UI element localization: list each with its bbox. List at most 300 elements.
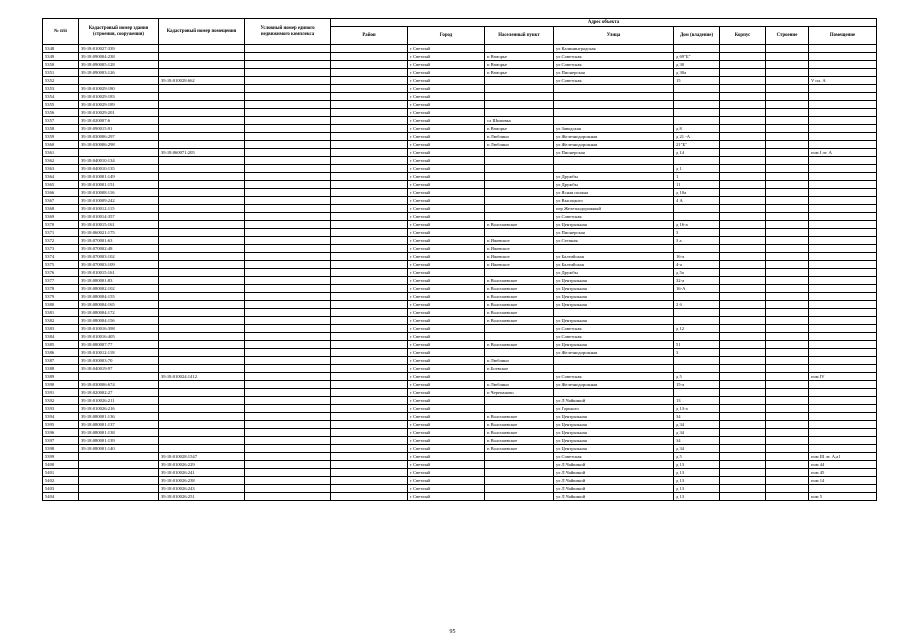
cad-building-cell: 39:18:020007:6 (79, 117, 159, 125)
cad-building-cell: 39:18:030006:298 (79, 141, 159, 149)
cad-premises-cell (159, 317, 245, 325)
stroenie-cell (766, 333, 809, 341)
room-cell (809, 261, 877, 269)
num-cell: 5395 (43, 421, 79, 429)
korpus-cell (720, 245, 766, 253)
stroenie-cell (766, 189, 809, 197)
cad-building-cell: 39:18:090003:126 (79, 69, 159, 77)
stroenie-cell (766, 325, 809, 333)
num-cell: 5390 (43, 381, 79, 389)
num-cell: 5360 (43, 141, 79, 149)
settlement-cell: п Люблино (485, 133, 554, 141)
settlement-cell (485, 461, 554, 469)
stroenie-cell (766, 309, 809, 317)
cad-premises-cell (159, 117, 245, 125)
stroenie-cell (766, 421, 809, 429)
city-cell: г Светлый (408, 317, 485, 325)
district-cell (331, 165, 408, 173)
room-cell (809, 269, 877, 277)
settlement-cell (485, 165, 554, 173)
street-cell: ул Пионерская (554, 149, 674, 157)
district-cell (331, 253, 408, 261)
stroenie-cell (766, 101, 809, 109)
cad-complex-cell (245, 357, 331, 365)
house-cell: д 30 (674, 61, 720, 69)
cad-complex-cell (245, 165, 331, 173)
city-cell: г Светлый (408, 277, 485, 285)
room-cell (809, 277, 877, 285)
cad-premises-cell (159, 421, 245, 429)
cad-building-cell: 39:18:070001:63 (79, 237, 159, 245)
house-cell: д 14 (674, 149, 720, 157)
num-cell: 5351 (43, 69, 79, 77)
city-cell: г Светлый (408, 45, 485, 53)
settlement-cell (485, 109, 554, 117)
house-cell: д 1 (674, 165, 720, 173)
stroenie-cell (766, 429, 809, 437)
cad-complex-cell (245, 69, 331, 77)
stroenie-cell (766, 469, 809, 477)
city-cell: г Светлый (408, 141, 485, 149)
street-cell (554, 101, 674, 109)
korpus-cell (720, 341, 766, 349)
table-row (43, 373, 877, 381)
settlement-cell (485, 205, 554, 213)
cad-premises-cell (159, 237, 245, 245)
stroenie-cell (766, 213, 809, 221)
korpus-cell (720, 405, 766, 413)
table-row (43, 269, 877, 277)
table-row (43, 429, 877, 437)
street-cell: ул Железнодорожная (554, 141, 674, 149)
stroenie-cell (766, 493, 809, 501)
cad-premises-cell: 39:18:010026:251 (159, 493, 245, 501)
house-cell: д 13 (674, 469, 720, 477)
city-cell: г Светлый (408, 85, 485, 93)
city-cell: г Светлый (408, 309, 485, 317)
street-cell: ул Степная (554, 237, 674, 245)
cad-complex-cell (245, 149, 331, 157)
table-row (43, 53, 877, 61)
settlement-cell (485, 493, 554, 501)
cad-complex-cell (245, 173, 331, 181)
cad-complex-cell (245, 421, 331, 429)
street-cell: ул Горького (554, 405, 674, 413)
settlement-cell (485, 213, 554, 221)
room-cell (809, 293, 877, 301)
settlement-cell: п Волочаевское (485, 341, 554, 349)
table-row (43, 349, 877, 357)
num-cell: 5361 (43, 149, 79, 157)
cad-premises-cell (159, 157, 245, 165)
settlement-cell (485, 229, 554, 237)
cad-premises-cell (159, 197, 245, 205)
house-cell: 34 (674, 437, 720, 445)
cad-complex-cell (245, 181, 331, 189)
city-cell: г Светлый (408, 205, 485, 213)
table-row (43, 237, 877, 245)
cad-complex-cell (245, 269, 331, 277)
cad-building-cell: 39:18:080001:139 (79, 437, 159, 445)
room-cell (809, 437, 877, 445)
korpus-cell (720, 485, 766, 493)
stroenie-cell (766, 317, 809, 325)
room-cell (809, 333, 877, 341)
house-cell: 21"Б" (674, 141, 720, 149)
cad-complex-cell (245, 461, 331, 469)
table-row (43, 109, 877, 117)
city-cell: г Светлый (408, 429, 485, 437)
cad-complex-cell (245, 373, 331, 381)
cad-building-cell: 39:18:010001:149 (79, 173, 159, 181)
cad-premises-cell (159, 69, 245, 77)
room-cell (809, 117, 877, 125)
room-cell (809, 389, 877, 397)
korpus-cell (720, 317, 766, 325)
korpus-cell (720, 69, 766, 77)
room-cell (809, 221, 877, 229)
table-row (43, 357, 877, 365)
cad-building-cell (79, 453, 159, 461)
cad-complex-cell (245, 61, 331, 69)
stroenie-cell (766, 45, 809, 53)
table-row (43, 293, 877, 301)
cad-complex-cell (245, 261, 331, 269)
num-cell: 5399 (43, 453, 79, 461)
city-cell: г Светлый (408, 109, 485, 117)
stroenie-cell (766, 381, 809, 389)
settlement-cell (485, 405, 554, 413)
korpus-cell (720, 413, 766, 421)
city-cell: г Светлый (408, 101, 485, 109)
cad-premises-cell: 39:18:010026:229 (159, 461, 245, 469)
house-cell (674, 45, 720, 53)
table-row (43, 157, 877, 165)
num-cell: 5379 (43, 293, 79, 301)
cad-complex-cell (245, 157, 331, 165)
cad-premises-cell (159, 277, 245, 285)
district-cell (331, 173, 408, 181)
korpus-cell (720, 181, 766, 189)
num-cell: 5388 (43, 365, 79, 373)
street-cell: ул Центральная (554, 317, 674, 325)
house-cell: д 13 (674, 477, 720, 485)
house-cell: 32-а (674, 277, 720, 285)
street-cell: ул Балтийская (554, 253, 674, 261)
stroenie-cell (766, 365, 809, 373)
house-cell: д 16-а (674, 221, 720, 229)
house-cell (674, 93, 720, 101)
street-cell: ул Железнодорожная (554, 133, 674, 141)
korpus-cell (720, 229, 766, 237)
settlement-cell (485, 181, 554, 189)
room-cell (809, 125, 877, 133)
room-cell (809, 93, 877, 101)
cad-building-cell: 39:18:090005:128 (79, 61, 159, 69)
cad-complex-cell (245, 245, 331, 253)
room-cell (809, 245, 877, 253)
cad-premises-cell: 39:18:010026:241 (159, 469, 245, 477)
cad-building-cell: 39:18:010016:405 (79, 333, 159, 341)
settlement-cell (485, 101, 554, 109)
num-cell: 5401 (43, 469, 79, 477)
num-cell: 5358 (43, 125, 79, 133)
cad-premises-cell (159, 101, 245, 109)
district-cell (331, 309, 408, 317)
korpus-cell (720, 453, 766, 461)
settlement-cell: п Волочаевское (485, 293, 554, 301)
room-cell (809, 53, 877, 61)
room-cell (809, 101, 877, 109)
table-row (43, 61, 877, 69)
num-cell: 5366 (43, 189, 79, 197)
room-cell (809, 405, 877, 413)
cad-premises-cell (159, 229, 245, 237)
district-cell (331, 453, 408, 461)
street-cell: ул Л.Чайкиной (554, 397, 674, 405)
cad-complex-cell (245, 453, 331, 461)
settlement-cell: п Волочаевское (485, 221, 554, 229)
num-cell: 5386 (43, 349, 79, 357)
house-cell: д 13 (674, 485, 720, 493)
city-cell: г Светлый (408, 269, 485, 277)
house-cell (674, 109, 720, 117)
cad-complex-cell (245, 445, 331, 453)
house-cell: 16-а (674, 253, 720, 261)
num-cell: 5397 (43, 437, 79, 445)
table-row (43, 453, 877, 461)
cad-complex-cell (245, 221, 331, 229)
num-cell: 5367 (43, 197, 79, 205)
house-cell: 13 (674, 397, 720, 405)
num-cell: 5403 (43, 485, 79, 493)
settlement-cell (485, 453, 554, 461)
room-cell (809, 205, 877, 213)
house-cell: 3 (674, 229, 720, 237)
stroenie-cell (766, 61, 809, 69)
table-row (43, 493, 877, 501)
city-cell: г Светлый (408, 389, 485, 397)
cad-building-cell (79, 373, 159, 381)
street-cell: ул Советская (554, 453, 674, 461)
street-cell: ул Советская (554, 373, 674, 381)
cad-building-cell: 39:18:070003:102 (79, 253, 159, 261)
district-cell (331, 357, 408, 365)
street-cell (554, 85, 674, 93)
city-cell: г Светлый (408, 413, 485, 421)
korpus-cell (720, 357, 766, 365)
cad-building-cell: 39:18:080001:83 (79, 277, 159, 285)
city-cell: г Светлый (408, 301, 485, 309)
city-cell: г Светлый (408, 461, 485, 469)
cad-complex-cell (245, 117, 331, 125)
cad-complex-cell (245, 413, 331, 421)
korpus-cell (720, 365, 766, 373)
cad-complex-cell (245, 405, 331, 413)
street-cell (554, 389, 674, 397)
house-cell: д 13 (674, 461, 720, 469)
city-cell: г Светлый (408, 93, 485, 101)
cad-premises-cell (159, 45, 245, 53)
num-cell: 5355 (43, 101, 79, 109)
street-cell: ул Центральная (554, 301, 674, 309)
settlement-cell: п Ижевское (485, 253, 554, 261)
cad-premises-cell (159, 133, 245, 141)
table-body (43, 45, 877, 501)
street-cell: ул Дружбы (554, 173, 674, 181)
registry-table (42, 18, 877, 501)
room-cell: пом 44 (809, 461, 877, 469)
cad-building-cell: 39:18:080004:165 (79, 301, 159, 309)
num-cell: 5391 (43, 389, 79, 397)
settlement-cell: п Люблино (485, 141, 554, 149)
settlement-cell (485, 197, 554, 205)
header-house: Дом (владение) (674, 27, 720, 45)
cad-premises-cell (159, 93, 245, 101)
settlement-cell: п Волочаевское (485, 277, 554, 285)
table-row (43, 85, 877, 93)
num-cell: 5371 (43, 229, 79, 237)
cad-building-cell: 39:18:060021:175 (79, 229, 159, 237)
cad-building-cell: 39:18:010029:180 (79, 85, 159, 93)
cad-premises-cell (159, 221, 245, 229)
settlement-cell: сл Шиповка (485, 117, 554, 125)
settlement-cell (485, 349, 554, 357)
street-cell: ул Высоцкого (554, 197, 674, 205)
city-cell: г Светлый (408, 69, 485, 77)
cad-premises-cell (159, 261, 245, 269)
street-cell: ул Центральная (554, 445, 674, 453)
settlement-cell: п Волочаевское (485, 429, 554, 437)
cad-premises-cell: 39:18:010028:662 (159, 77, 245, 85)
cad-complex-cell (245, 349, 331, 357)
table-row (43, 141, 877, 149)
street-cell: ул Л.Чайкиной (554, 493, 674, 501)
room-cell (809, 309, 877, 317)
cad-building-cell: 39:18:010012:115 (79, 205, 159, 213)
cad-complex-cell (245, 85, 331, 93)
street-cell: ул Железнодорожная (554, 349, 674, 357)
room-cell (809, 325, 877, 333)
room-cell (809, 213, 877, 221)
cad-building-cell: 39:18:080001:136 (79, 413, 159, 421)
num-cell: 5368 (43, 205, 79, 213)
table-row (43, 197, 877, 205)
district-cell (331, 429, 408, 437)
settlement-cell (485, 157, 554, 165)
num-cell: 5382 (43, 317, 79, 325)
table-row (43, 381, 877, 389)
korpus-cell (720, 165, 766, 173)
table-row (43, 469, 877, 477)
num-cell: 5380 (43, 301, 79, 309)
house-cell: 16-А (674, 285, 720, 293)
cad-building-cell: 39:18:010012:118 (79, 349, 159, 357)
num-cell: 5369 (43, 213, 79, 221)
cad-building-cell: 39:18:080002:102 (79, 285, 159, 293)
stroenie-cell (766, 77, 809, 85)
table-row (43, 165, 877, 173)
settlement-cell: п Волочаевское (485, 317, 554, 325)
num-cell: 5374 (43, 253, 79, 261)
cad-complex-cell (245, 285, 331, 293)
room-cell (809, 485, 877, 493)
district-cell (331, 213, 408, 221)
street-cell: ул Центральная (554, 285, 674, 293)
district-cell (331, 61, 408, 69)
korpus-cell (720, 85, 766, 93)
cad-building-cell: 39:18:010015:161 (79, 221, 159, 229)
cad-building-cell: 39:18:010027:339 (79, 45, 159, 53)
stroenie-cell (766, 125, 809, 133)
street-cell: ул Балтийская (554, 261, 674, 269)
cad-building-cell: 39:18:010009:242 (79, 197, 159, 205)
street-cell: ул Советская (554, 333, 674, 341)
city-cell: г Светлый (408, 365, 485, 373)
city-cell: г Светлый (408, 405, 485, 413)
house-cell: д 69"Б" (674, 53, 720, 61)
cad-building-cell: 39:18:080001:140 (79, 445, 159, 453)
settlement-cell: п Взморье (485, 69, 554, 77)
cad-complex-cell (245, 437, 331, 445)
page-number: 95 (449, 629, 456, 635)
city-cell: г Светлый (408, 61, 485, 69)
cad-complex-cell (245, 293, 331, 301)
cad-complex-cell (245, 213, 331, 221)
num-cell: 5389 (43, 373, 79, 381)
room-cell (809, 133, 877, 141)
house-cell: д 30а (674, 69, 720, 77)
city-cell: г Светлый (408, 133, 485, 141)
cad-building-cell: 39:18:080004:172 (79, 309, 159, 317)
korpus-cell (720, 77, 766, 85)
city-cell: г Светлый (408, 445, 485, 453)
room-cell: пом 45 (809, 469, 877, 477)
district-cell (331, 477, 408, 485)
table-row (43, 101, 877, 109)
settlement-cell: п Ижевское (485, 261, 554, 269)
table-row (43, 245, 877, 253)
room-cell (809, 229, 877, 237)
street-cell: ул Центральная (554, 293, 674, 301)
table-row (43, 253, 877, 261)
cad-complex-cell (245, 93, 331, 101)
stroenie-cell (766, 349, 809, 357)
stroenie-cell (766, 277, 809, 285)
cad-building-cell: 39:18:040019:97 (79, 365, 159, 373)
cad-complex-cell (245, 205, 331, 213)
stroenie-cell (766, 477, 809, 485)
district-cell (331, 349, 408, 357)
num-cell: 5370 (43, 221, 79, 229)
korpus-cell (720, 333, 766, 341)
cad-building-cell: 39:18:070003:109 (79, 261, 159, 269)
cad-building-cell: 39:18:020002:27 (79, 389, 159, 397)
korpus-cell (720, 173, 766, 181)
table-row (43, 445, 877, 453)
settlement-cell: п Волочаевское (485, 421, 554, 429)
street-cell: ул Центральная (554, 277, 674, 285)
cad-complex-cell (245, 253, 331, 261)
room-cell (809, 181, 877, 189)
cad-complex-cell (245, 101, 331, 109)
table-row (43, 397, 877, 405)
korpus-cell (720, 205, 766, 213)
house-cell (674, 333, 720, 341)
stroenie-cell (766, 373, 809, 381)
house-cell (674, 157, 720, 165)
room-cell (809, 397, 877, 405)
